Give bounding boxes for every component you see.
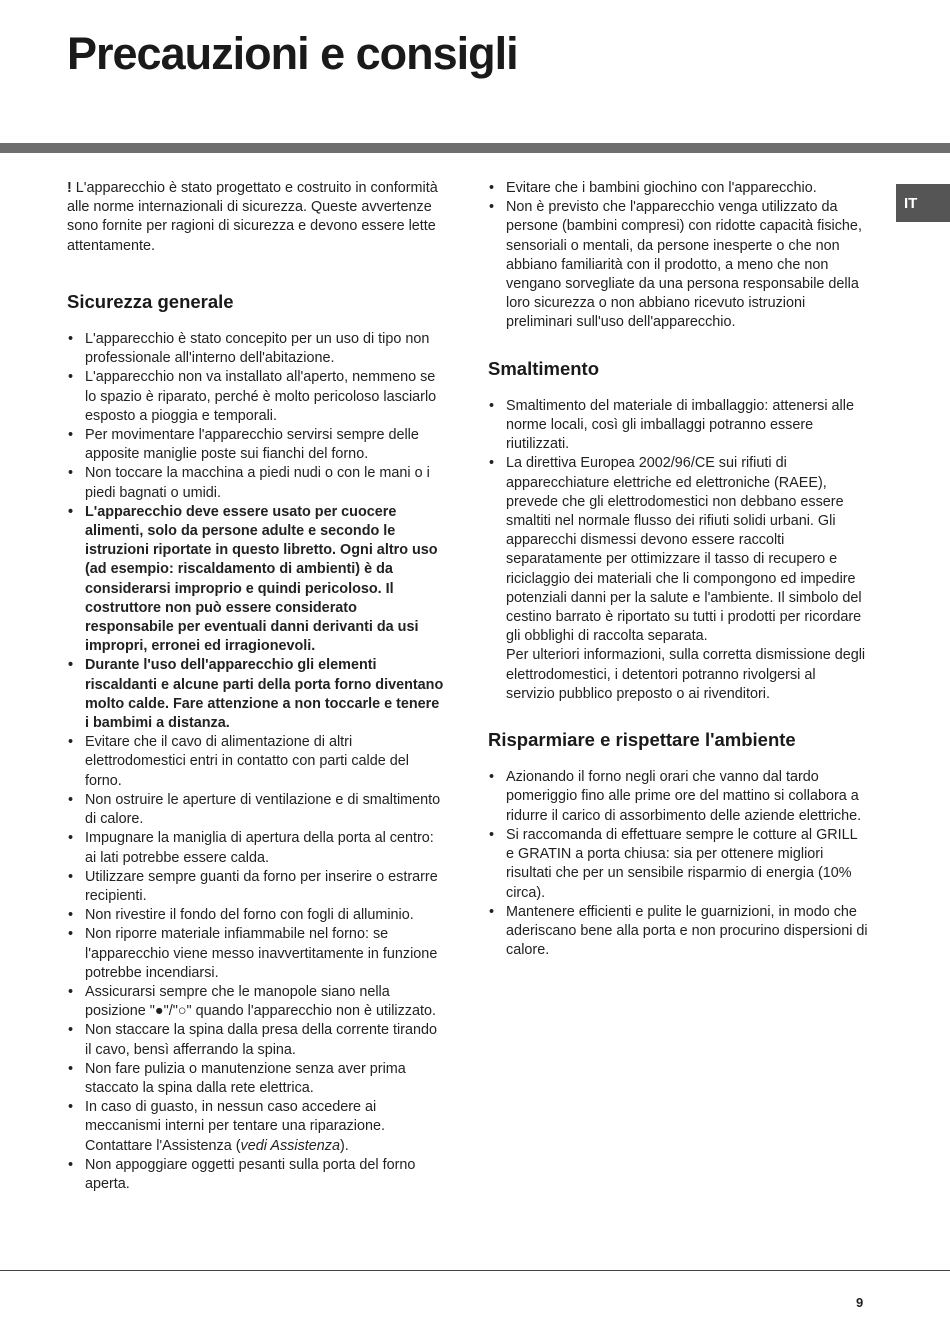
intro-paragraph bbox=[67, 179, 447, 256]
assistance-reference: vedi Assistenza bbox=[240, 1137, 340, 1154]
bullet-icon: • bbox=[489, 826, 495, 843]
bullet-icon: • bbox=[68, 1156, 74, 1173]
children-list bbox=[488, 179, 868, 333]
bullet-icon: • bbox=[68, 465, 74, 482]
list-item: • L'apparecchio è stato concepito per un uso di tipo non professionale all'interno dell'abitazione. bbox=[68, 331, 430, 367]
list-item-continuation: Per ulteriori informazioni, sulla corretta dismissione degli elettrodomestici, i detentori potranno rivolgersi al servizio pubblico preposto o ai rivenditori. bbox=[506, 647, 866, 702]
bullet-icon: • bbox=[68, 1022, 74, 1039]
list-item: • Si raccomanda di effettuare sempre le cotture al GRILL e GRATIN a porta chiusa: sia per ottenere migliori risultati che per un sensibile risparmio di energia (10% circa). bbox=[489, 826, 858, 901]
list-item: • Non riporre materiale infiammabile nel forno: se l'apparecchio viene messo inavvertitamente in funzione potrebbe incendiarsi. bbox=[68, 926, 438, 981]
bullet-icon: • bbox=[68, 734, 74, 751]
list-item: • Mantenere efficienti e pulite le guarnizioni, in modo che aderiscano bene alla porta e non procurino dispersioni di calore. bbox=[489, 903, 868, 959]
language-tab: IT bbox=[896, 184, 950, 222]
bullet-icon: • bbox=[68, 427, 74, 444]
bullet-icon: • bbox=[68, 503, 74, 520]
list-item: • La direttiva Europea 2002/96/CE sui rifiuti di apparecchiature elettriche ed elettroniche (RAEE), prevede che gli elettrodomestici non debbano essere smaltiti nel normale flusso dei rifiuti solidi urbani. Gli apparecchi dismessi devono essere raccolti separatamente per ottimizzare il tasso di recupero e riciclaggio dei materiali che li compongono ed impedire potenziali danni per la salute e l'ambiente. Il simbolo del cestino barrato è riportato su tutti i prodotti per ricordare gli obblighi di raccolta separata. bbox=[489, 455, 862, 645]
list-item: • L'apparecchio non va installato all'aperto, nemmeno se lo spazio è riparato, perché è molto pericoloso lasciarlo esposto a pioggia e temporali. bbox=[68, 369, 437, 424]
list-item: • Non rivestire il fondo del forno con fogli di alluminio. bbox=[67, 906, 447, 925]
list-item: • Per movimentare l'apparecchio servirsi sempre delle apposite maniglie poste sui fianchi del forno. bbox=[68, 427, 419, 463]
bullet-icon: • bbox=[489, 180, 495, 196]
list-item: • Non fare pulizia o manutenzione senza aver prima staccato la spina dalla rete elettrica. bbox=[68, 1060, 406, 1096]
bullet-icon: • bbox=[489, 199, 495, 216]
list-item: • Smaltimento del materiale di imballaggio: attenersi alle norme locali, così gli imballaggi potranno essere riutilizzati. bbox=[489, 397, 854, 453]
list-item: • Non ostruire le aperture di ventilazione e di smaltimento di calore. bbox=[68, 791, 441, 828]
section-heading-saving: Risparmiare e rispettare l'ambiente bbox=[488, 729, 796, 751]
bullet-icon: • bbox=[68, 657, 74, 674]
list-item-warning: • L'apparecchio deve essere usato per cuocere alimenti, solo da persone adulte e secondo le istruzioni riportate in questo libretto. Ogni altro uso (ad esempio: riscaldamento di ambienti) è da considerarsi improprio e quindi pericoloso. Il costruttore non può essere considerato responsabile per eventuali danni derivanti da usi impropri, erronei ed irragionevoli. bbox=[68, 503, 438, 655]
safety-list bbox=[67, 330, 447, 1194]
bullet-icon: • bbox=[489, 397, 495, 414]
list-item: • Non è previsto che l'apparecchio venga utilizzato da persone (bambini compresi) con ridotte capacità fisiche, sensoriali o mentali, da persone inesperte o che non abbiano familiarità con il prodotto, a meno che non vengano sorvegliate da una persona responsabile della loro sicurezza o non abbiano ricevuto istruzioni preliminari sull'uso dell'apparecchio. bbox=[489, 199, 862, 331]
list-item: • Non appoggiare oggetti pesanti sulla porta del forno aperta. bbox=[68, 1156, 416, 1192]
bullet-icon: • bbox=[68, 331, 74, 348]
list-item: • Assicurarsi sempre che le manopole siano nella posizione "●"/"○" quando l'apparecchio non è utilizzato. bbox=[68, 983, 436, 1020]
list-item: • In caso di guasto, in nessun caso accedere ai meccanismi interni per tentare una riparazione. Contattare l'Assistenza (vedi Assistenza). bbox=[68, 1099, 385, 1154]
bullet-icon: • bbox=[68, 983, 74, 1000]
bullet-icon: • bbox=[489, 903, 495, 920]
bullet-icon: • bbox=[68, 1099, 74, 1116]
header-rule bbox=[0, 143, 950, 153]
bullet-icon: • bbox=[68, 907, 74, 924]
list-item: • Evitare che il cavo di alimentazione di altri elettrodomestici entri in contatto con parti calde del forno. bbox=[68, 734, 409, 789]
footer-rule bbox=[0, 1270, 950, 1271]
saving-list bbox=[488, 768, 868, 960]
list-item: • Azionando il forno negli orari che vanno dal tardo pomeriggio fino alle prime ore del mattino si collabora a ridurre il carico di assorbimento delle aziende elettriche. bbox=[489, 769, 862, 824]
left-column bbox=[67, 179, 447, 1194]
list-item: • Utilizzare sempre guanti da forno per inserire o estrarre recipienti. bbox=[68, 868, 438, 904]
section-heading-disposal: Smaltimento bbox=[488, 357, 600, 379]
bullet-icon: • bbox=[489, 769, 495, 786]
bullet-icon: • bbox=[489, 455, 495, 472]
bullet-icon: • bbox=[68, 830, 74, 847]
bullet-icon: • bbox=[68, 868, 74, 885]
bullet-icon: • bbox=[68, 791, 74, 808]
list-item: • Non staccare la spina dalla presa della corrente tirando il cavo, bensì afferrando la spina. bbox=[68, 1022, 437, 1058]
section-heading-safety: Sicurezza generale bbox=[67, 290, 234, 312]
bullet-icon: • bbox=[68, 1060, 74, 1077]
bullet-icon: • bbox=[68, 369, 74, 386]
right-column bbox=[488, 179, 868, 960]
page-title: Precauzioni e consigli bbox=[67, 28, 518, 79]
list-item: • Evitare che i bambini giochino con l'apparecchio. bbox=[488, 179, 868, 198]
disposal-list bbox=[488, 397, 868, 704]
list-item: • Non toccare la macchina a piedi nudi o con le mani o i piedi bagnati o umidi. bbox=[68, 465, 430, 501]
intro-text: L'apparecchio è stato progettato e costruito in conformità alle norme internazionali di sicurezza. Queste avvertenze sono fornite per ragioni di sicurezza e devono essere lette attentamente. bbox=[67, 180, 438, 254]
bullet-icon: • bbox=[68, 926, 74, 943]
page-number: 9 bbox=[856, 1295, 864, 1310]
list-item: • Impugnare la maniglia di apertura della porta al centro: ai lati potrebbe essere calda. bbox=[68, 830, 434, 866]
list-item-warning: • Durante l'uso dell'apparecchio gli elementi riscaldanti e alcune parti della porta forno diventano molto calde. Fare attenzione a non toccarle e tenere i bambimi a distanza. bbox=[68, 657, 444, 732]
warning-mark: ! bbox=[67, 180, 72, 196]
